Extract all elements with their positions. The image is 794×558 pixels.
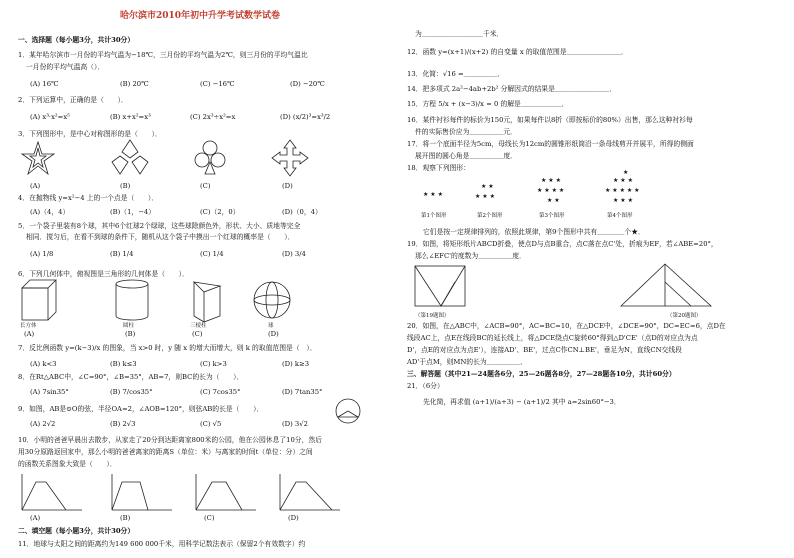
- q8-opt-a: (A) 7sin35°: [30, 388, 69, 396]
- q2-opt-c: (C) 2x³÷x²=x: [190, 113, 236, 121]
- q18-label-4: 第4个图形: [607, 213, 633, 219]
- q7-opt-d: (D) k≥3: [282, 360, 310, 368]
- q12-text: 12．函数 y=(x+1)/(x+2) 的自变量 x 的取值范围是＿＿＿＿＿＿＿＿．: [407, 48, 628, 56]
- section-3-heading: 三、解答题（其中21—24题各6分，25—26题各8分，27—28题各10分，共计60分）: [407, 370, 676, 378]
- q6-label-d: (D): [268, 330, 279, 338]
- q3-diamond-right: [132, 156, 148, 174]
- q1-opt-b: (B) 20℃: [120, 80, 149, 88]
- q2-opt-a: (A) x³·x²=x⁵: [30, 113, 70, 121]
- q9-opt-c: (C) √5: [200, 420, 222, 428]
- q2-opt-d: (D) (x/2)³=x³/2: [280, 113, 331, 121]
- q7-text: 7．反比例函数 y=(k−3)/x 的图象，当 x>0 时，y 随 x 的增大而增大，则 k 的取值范围是（ ）．: [18, 344, 317, 352]
- q21-text: 先化简，再求值 (a+1)/(a+3) − (a+1)/2 其中 a=2sin60°−3．: [423, 398, 621, 406]
- q10-label-a: (A): [30, 514, 41, 522]
- q9-opt-d: (D) 3√2: [282, 420, 308, 428]
- q11-end: 为＿＿＿＿＿＿＿＿＿千米．: [415, 30, 504, 38]
- section-2-heading: 二、填空题（每小题3分，共计30分）: [18, 527, 135, 535]
- q4-opt-c: (C)（2，0）: [200, 208, 240, 216]
- q2-text: 2．下列运算中，正确的是（ ）．: [18, 96, 128, 104]
- q16-line2: 件的实际售价应为＿＿＿＿＿元．: [415, 128, 517, 136]
- q18-fig3-stars-c: ★ ★: [547, 197, 560, 204]
- q8-opt-d: (D) 7tan35°: [282, 388, 323, 396]
- q19-q20-figures: [411, 262, 771, 312]
- q5-opt-a: (A) 1/8: [30, 250, 54, 258]
- q18-question: 它们是按一定规律排列的，依照此规律，第9个图形中共有＿＿＿＿个★．: [423, 228, 645, 236]
- q6-sphere: [254, 282, 290, 318]
- q1-opt-d: (D) −20℃: [290, 80, 325, 88]
- q18-label-2: 第2个图形: [477, 213, 503, 219]
- q18-fig1-stars: ★ ★ ★: [423, 191, 443, 198]
- q10-label-b: (B): [120, 514, 131, 522]
- q9-text: 9．如图，AB是⊙O的弦，半径OA=2，∠AOB=120°，则弦AB的长是（ ）．: [18, 405, 264, 413]
- q18-fig4-stars-a: ★: [623, 169, 629, 176]
- q3-label-c: (C): [200, 182, 211, 190]
- q6-text: 6．下列几何体中，俯视图是三角形的几何体是（ ）．: [18, 270, 189, 278]
- q10-line2: 用30分原路返回家中，那么小明的爸爸离家的距离S（单位：米）与离家的时间t（单位：分）之间: [18, 448, 313, 456]
- q1-opt-a: (A) 16℃: [30, 80, 59, 88]
- q8-text: 8．在Rt△ABC中，∠C=90°，∠B=35°，AB=7，则BC的长为（ ）．: [18, 373, 244, 381]
- q6-sphere-equator: [254, 295, 290, 305]
- q15-text: 15．方程 5/x + (x−3)/x = 0 的解是＿＿＿＿＿＿．: [407, 100, 569, 108]
- q3-star-inner: [30, 148, 46, 167]
- q9-radius-b: [348, 411, 358, 417]
- q5-line2: 相同．搅匀后，在看不到球的条件下，随机从这个袋子中摸出一个红球的概率是（ ）．: [26, 233, 295, 241]
- q18-label-3: 第3个图形: [539, 213, 565, 219]
- q6-prism-top: [194, 282, 220, 292]
- q6-name-b: 圆柱: [123, 323, 135, 329]
- q18-fig4-stars-d: ★ ★ ★: [613, 197, 633, 204]
- q5-line1: 5．一个袋子里装有8个球，其中6个红球2个绿球，这些球除颜色外，形状、大小、质地等完全: [18, 222, 301, 230]
- q18-text: 18．观察下列图形：: [407, 164, 471, 172]
- q9-opt-a: (A) 2√2: [30, 420, 56, 428]
- q7-opt-c: (C) k>3: [200, 360, 227, 368]
- q8-opt-b: (B) 7/cos35°: [110, 388, 153, 396]
- q21-heading: 21．（6分）: [407, 382, 444, 390]
- q10-graph-c: [196, 474, 256, 510]
- q5-opt-c: (C) 1/4: [200, 250, 224, 258]
- q10-graph-a: [22, 474, 82, 510]
- q9-figure: [328, 396, 368, 426]
- q3-star-shape: [22, 142, 54, 174]
- q13-text: 13．化简：√16 =＿＿＿＿＿．: [407, 70, 505, 78]
- q9-opt-b: (B) 2√3: [110, 420, 136, 428]
- q3-club-top: [203, 141, 217, 155]
- q3-arrow-shape: [272, 140, 308, 176]
- q6-label-c: (C): [192, 330, 203, 338]
- q4-opt-b: (B)（1，−4）: [110, 208, 156, 216]
- q3-label-b: (B): [120, 182, 131, 190]
- q14-text: 14．把多项式 2a²−4ab+2b² 分解因式的结果是＿＿＿＿＿＿＿＿．: [407, 85, 617, 93]
- section-1-heading: 一、选择题（每小题3分，共计30分）: [18, 36, 135, 44]
- q2-opt-b: (B) x+x²=x³: [110, 113, 151, 121]
- q5-opt-d: (D) 3/4: [282, 250, 306, 258]
- q20-line3: D'，点E的对应点为点E'），连接AD'、BE'，过点C作CN⊥BE'，垂足为N，直线CN交线段: [407, 346, 682, 354]
- q4-text: 4．在抛物线 y=x²−4 上的一个点是（ ）．: [18, 194, 159, 202]
- q6-figures: [14, 278, 314, 324]
- q18-fig3-stars-b: ★ ★ ★ ★: [537, 187, 565, 194]
- q3-label-d: (D): [282, 182, 293, 190]
- q3-diamond-top: [122, 140, 138, 158]
- q19-line2: 那么∠EFC'的度数为＿＿＿＿＿度．: [415, 252, 526, 260]
- q6-cuboid-top: [22, 280, 56, 288]
- q18-fig2-stars-a: ★ ★: [481, 183, 494, 190]
- q3-club-left: [195, 153, 209, 167]
- q19-line1: 19．如图，将矩形纸片ABCD折叠，使点D与点B重合，点C落在点C'处，折痕为EF，若∠ABE=20°，: [407, 240, 718, 248]
- q18-fig3-stars-a: ★ ★ ★: [541, 177, 561, 184]
- q6-sphere-meridian: [266, 282, 278, 318]
- q6-label-a: (A): [24, 330, 35, 338]
- q10-label-c: (C): [204, 514, 215, 522]
- page-title: 哈尔滨市2010年初中升学考试数学试卷: [120, 11, 281, 21]
- q18-fig2-stars-b: ★ ★ ★: [475, 193, 495, 200]
- q18-star-patterns: [417, 168, 737, 214]
- q1-opt-c: (C) −16℃: [200, 80, 235, 88]
- q3-diamond-left: [112, 156, 128, 174]
- q3-figures: [20, 138, 320, 184]
- q3-club-right: [211, 153, 225, 167]
- q6-name-c: 三棱柱: [190, 323, 207, 329]
- q4-opt-a: (A)（4，4）: [30, 208, 70, 216]
- q18-fig4-stars-b: ★ ★ ★: [613, 177, 633, 184]
- q1-line1: 1．某年哈尔滨市一月份的平均气温为−18℃，三月份的平均气温为2℃，则三月份的平均气温比: [18, 51, 308, 59]
- q7-opt-b: (B) k≤3: [110, 360, 137, 368]
- q6-cuboid-front: [22, 288, 48, 320]
- q10-graph-b: [112, 474, 172, 510]
- q6-cuboid-side: [48, 280, 56, 320]
- q8-opt-c: (C) 7cos35°: [200, 388, 241, 396]
- q6-name-d: 球: [268, 323, 274, 329]
- q10-line3: 的函数关系图象大致是（ ）．: [18, 460, 117, 468]
- q18-fig4-stars-c: ★ ★ ★ ★ ★: [605, 187, 640, 194]
- q6-label-b: (B): [125, 330, 136, 338]
- q4-opt-d: (D)（0，4）: [282, 208, 322, 216]
- q20-figure: [621, 264, 711, 306]
- q6-cylinder-bottom: [116, 316, 148, 320]
- q7-opt-a: (A) k<3: [30, 360, 57, 368]
- q11-text: 11．地球与太阳之间的距离约为149 600 000千米，用科学记数法表示（保留2个有效数字）约: [18, 540, 306, 548]
- q3-club-stem: [205, 162, 215, 174]
- fig20-caption: （第20题图）: [667, 313, 702, 319]
- q10-line1: 10．小明的爸爸早晨出去散步，从家走了20分到达距离家800米的公园，他在公园休息了10分，然后: [18, 436, 322, 444]
- q20-line1: 20．如图，在△ABC中，∠ACB=90°，AC=BC=10，在△DCE中，∠DCE=90°，DC=EC=6，点D在: [407, 322, 726, 330]
- q1-line2: 一月份的平均气温高（）．: [26, 63, 105, 71]
- fig19-caption: （第19题图）: [415, 313, 450, 319]
- q6-name-a: 长方体: [20, 323, 37, 329]
- q16-line1: 16．某件衬衫每件的标价为150元，如果每件以8折（即按标价的80%）出售，那么这种衬衫每: [407, 116, 693, 124]
- q6-prism-edges: [194, 282, 220, 322]
- q17-line2: 展开图的圆心角是＿＿＿＿＿度．: [415, 152, 517, 160]
- q5-opt-b: (B) 1/4: [110, 250, 134, 258]
- q10-graph-d: [280, 474, 340, 510]
- q9-radius-a: [338, 411, 348, 417]
- q6-cylinder-top: [116, 280, 148, 288]
- q20-line4: AD'于点M，则MN的长为＿＿＿＿＿．: [407, 358, 528, 366]
- q3-text: 3．下列图形中，是中心对称图形的是（ ）．: [18, 130, 162, 138]
- q10-label-d: (D): [288, 514, 299, 522]
- q18-label-1: 第1个图形: [421, 213, 447, 219]
- q19-figure: [415, 266, 465, 306]
- q3-label-a: (A): [30, 182, 41, 190]
- q20-line2: 线段AC上，点E在线段BC的延长线上，将△DCE绕点C旋转60°得到△D'CE'（点D的对应点为点: [407, 334, 698, 342]
- q17-line1: 17．将一个底面半径为5cm，母线长为12cm的圆锥形纸筒沿一条母线剪开并展平，所得的侧面: [407, 140, 694, 148]
- q10-graphs: [16, 470, 346, 516]
